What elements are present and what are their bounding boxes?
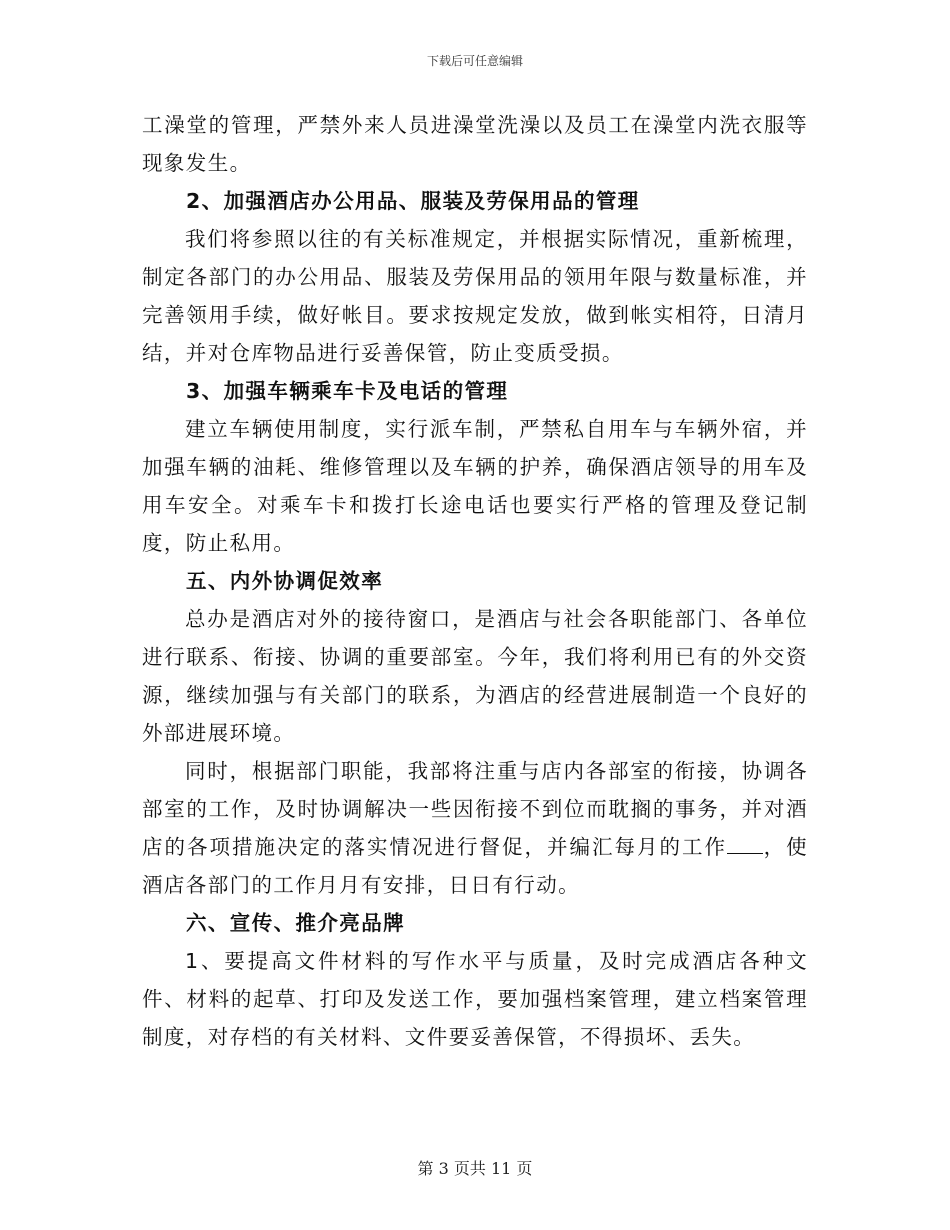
page-header: 下载后可任意编辑: [426, 54, 523, 68]
paragraph: 建立车辆使用制度，实行派车制，严禁私自用车与车辆外宿，并加强车辆的油耗、维修管理以及车辆的护养，确保酒店领导的用车及用车安全。对乘车卡和拨打长途电话也要实行严格的管理及登记制度，防止私用。: [142, 417, 808, 555]
blank-underline: [727, 833, 763, 854]
section-heading: 2、加强酒店办公用品、服装及劳保用品的管理: [186, 189, 640, 213]
paragraph: 总办是酒店对外的接待窗口，是酒店与社会各职能部门、各单位进行联系、衔接、协调的重要部室。今年，我们将利用已有的外交资源，继续加强与有关部门的联系，为酒店的经营进展制造一个良好的外部进展环境。: [142, 607, 808, 745]
section-heading: 五、内外协调促效率: [186, 569, 384, 593]
section-heading: 3、加强车辆乘车卡及电话的管理: [186, 379, 509, 403]
document-body: [142, 106, 808, 1056]
paragraph: 我们将参照以往的有关标准规定，并根据实际情况，重新梳理，制定各部门的办公用品、服装及劳保用品的领用年限与数量标准，并完善领用手续，做好帐目。要求按规定发放，做到帐实相符，日清月结，并对仓库物品进行妥善保管，防止变质受损。: [142, 227, 808, 365]
section-heading: 六、宣传、推介亮品牌: [186, 911, 405, 935]
paragraph-text: 同时，根据部门职能，我部将注重与店内各部室的衔接，协调各部室的工作，及时协调解决一些因衔接不到位而耽搁的事务，并对酒店的各项措施决定的落实情况进行督促，并编汇每月的工作: [142, 759, 808, 859]
paragraph-text: ，使酒店各部门的工作月月有安排，日日有行动。: [142, 835, 808, 897]
paragraph: [142, 752, 808, 904]
paragraph: 1、要提高文件材料的写作水平与质量，及时完成酒店各种文件、材料的起草、打印及发送工作，要加强档案管理，建立档案管理制度，对存档的有关材料、文件要妥善保管，不得损坏、丢失。: [142, 949, 808, 1049]
paragraph: 工澡堂的管理，严禁外来人员进澡堂洗澡以及员工在澡堂内洗衣服等现象发生。: [142, 113, 808, 175]
page-footer: 第 3 页共 11 页: [417, 1159, 533, 1178]
